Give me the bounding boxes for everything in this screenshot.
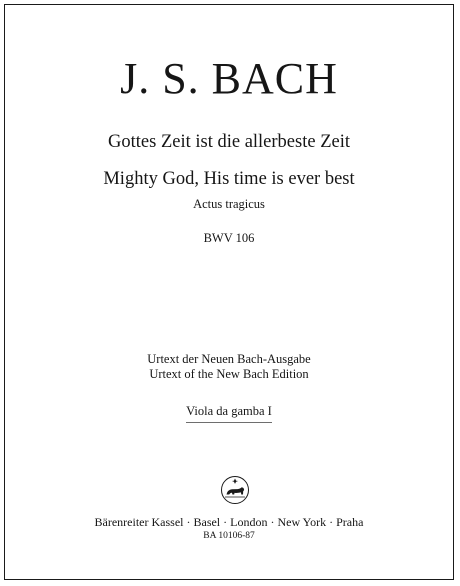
instrument-part-name: Viola da gamba I: [186, 405, 272, 423]
bwv-catalog-number: BWV 106: [203, 231, 255, 245]
edition-number: BA 10106-87: [203, 531, 255, 541]
baerenreiter-bear-logo-icon: [220, 475, 250, 505]
work-subtitle: Actus tragicus: [193, 197, 265, 211]
urtext-label-english: Urtext of the New Bach Edition: [149, 367, 309, 381]
work-title-german: Gottes Zeit ist die allerbeste Zeit: [108, 132, 350, 152]
score-cover-page: [4, 4, 454, 580]
urtext-label-german: Urtext der Neuen Bach-Ausgabe: [147, 352, 311, 366]
publisher-locations: Bärenreiter Kassel · Basel · London · New York · Praha: [94, 515, 364, 529]
work-title-english: Mighty God, His time is ever best: [103, 169, 355, 189]
composer-name: J. S. BACH: [120, 54, 338, 103]
instrument-part-block: [5, 403, 453, 423]
